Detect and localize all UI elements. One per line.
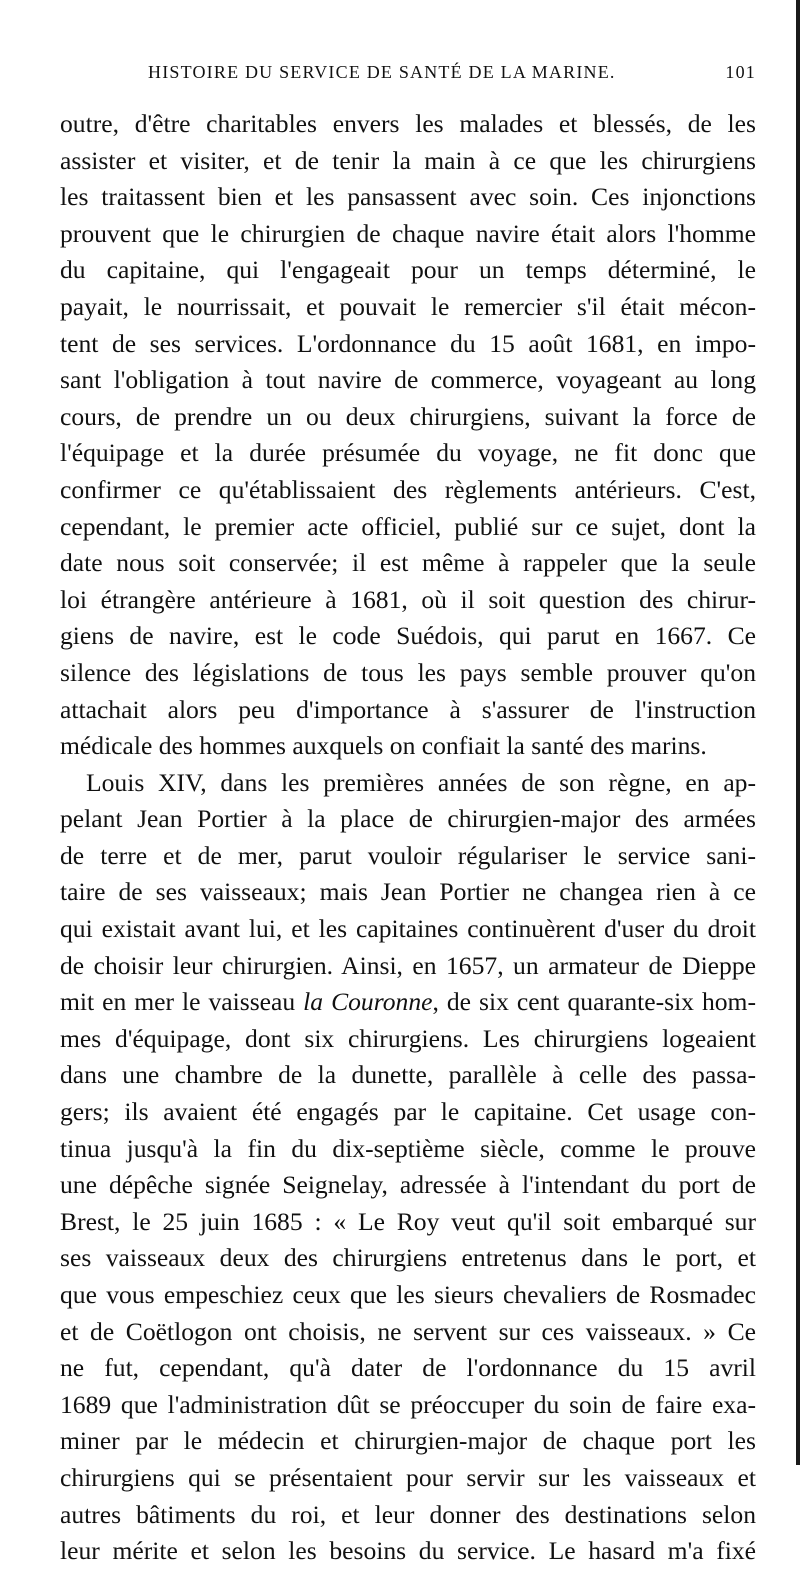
text-line: sant l'obligation à tout navire de commerce, voyageant au long — [60, 365, 756, 395]
text-line: gers; ils avaient été engagés par le capitaine. Cet usage con- — [60, 1097, 756, 1127]
text-line: chirurgiens qui se présentaient pour servir sur les vaisseaux et — [60, 1462, 756, 1492]
text-line: dans une chambre de la dunette, parallèle à celle des passa- — [60, 1060, 756, 1090]
text-line: pelant Jean Portier à la place de chirurgien-major des armées — [60, 804, 756, 834]
text-line: que vous empeschiez ceux que les sieurs chevaliers de Rosmadec — [60, 1280, 756, 1309]
text-line: confirmer ce qu'établissaient des règlements antérieurs. C'est, — [60, 474, 756, 504]
text-line: tent de ses services. L'ordonnance du 15 août 1681, en impo- — [60, 328, 756, 358]
text-segment: , de six cent quarante-six hom- — [432, 987, 756, 1017]
text-line: assister et visiter, et de tenir la main à ce que les chirurgiens — [60, 145, 756, 175]
text-line: attachait alors peu d'importance à s'assurer de l'instruction — [60, 694, 756, 724]
text-line: payait, le nourrissait, et pouvait le remercier s'il était mécon- — [60, 291, 756, 321]
text-line: mes d'équipage, dont six chirurgiens. Les chirurgiens logeaient — [60, 1023, 756, 1053]
text-line: qui existait avant lui, et les capitaines continuèrent d'user du droit — [60, 914, 756, 944]
page-header — [60, 62, 756, 92]
text-line: outre, d'être charitables envers les malades et blessés, de les — [60, 109, 756, 138]
text-line: taire de ses vaisseaux; mais Jean Portier ne changea rien à ce — [60, 877, 756, 907]
scan-edge — [796, 0, 800, 1465]
text-line: cependant, le premier acte officiel, publié sur ce sujet, dont la — [60, 511, 756, 541]
page-number: 101 — [725, 62, 756, 82]
text-line: Louis XIV, dans les premières années de son règne, en ap- — [86, 767, 756, 797]
running-head: HISTOIRE DU SERVICE DE SANTÉ DE LA MARINE. — [148, 62, 616, 82]
text-line: prouvent que le chirurgien de chaque navire était alors l'homme — [60, 218, 756, 248]
text-line: Brest, le 25 juin 1685 : « Le Roy veut qu'il soit embarqué sur — [60, 1206, 756, 1236]
text-line: l'équipage et la durée présumée du voyage, ne fit donc que — [60, 438, 756, 468]
text-line: ses vaisseaux deux des chirurgiens entretenus dans le port, et — [60, 1243, 756, 1273]
text-line: tinua jusqu'à la fin du dix-septième siècle, comme le prouve — [60, 1133, 756, 1163]
text-line: et de Coëtlogon ont choisis, ne servent sur ces vaisseaux. » Ce — [60, 1316, 756, 1346]
text-line: loi étrangère antérieure à 1681, où il soit question des chirur- — [60, 584, 756, 614]
text-line: silence des législations de tous les pays semble prouver qu'on — [60, 657, 756, 687]
text-line: de terre et de mer, parut vouloir régulariser le service sani- — [60, 840, 756, 870]
text-line: une dépêche signée Seignelay, adressée à l'intendant du port de — [60, 1170, 756, 1200]
text-line: miner par le médecin et chirurgien-major de chaque port les — [60, 1426, 756, 1456]
text-line: date nous soit conservée; il est même à rappeler que la seule — [60, 548, 756, 578]
text-line: autres bâtiments du roi, et leur donner des destinations selon — [60, 1499, 756, 1529]
text-line: ne fut, cependant, qu'à dater de l'ordonnance du 15 avril — [60, 1353, 756, 1383]
text-line: cours, de prendre un ou deux chirurgiens, suivant la force de — [60, 401, 756, 431]
text-line: 1689 que l'administration dût se préoccuper du soin de faire exa- — [60, 1389, 756, 1419]
text-line: giens de navire, est le code Suédois, qui parut en 1667. Ce — [60, 621, 756, 651]
text-segment: mit en mer le vaisseau — [60, 987, 296, 1017]
body-text — [60, 106, 756, 1570]
text-line: les traitassent bien et les pansassent avec soin. Ces injonctions — [60, 182, 756, 212]
text-line: leur mérite et selon les besoins du service. Le hasard m'a fixé — [60, 1536, 756, 1566]
text-line: de choisir leur chirurgien. Ainsi, en 1657, un armateur de Dieppe — [60, 950, 756, 980]
text-line-with-italic — [60, 984, 756, 1021]
ship-name: la Couronne — [303, 987, 433, 1017]
text-line: médicale des hommes auxquels on confiait la santé des marins. — [60, 731, 707, 761]
text-line: du capitaine, qui l'engageait pour un temps déterminé, le — [60, 255, 756, 285]
